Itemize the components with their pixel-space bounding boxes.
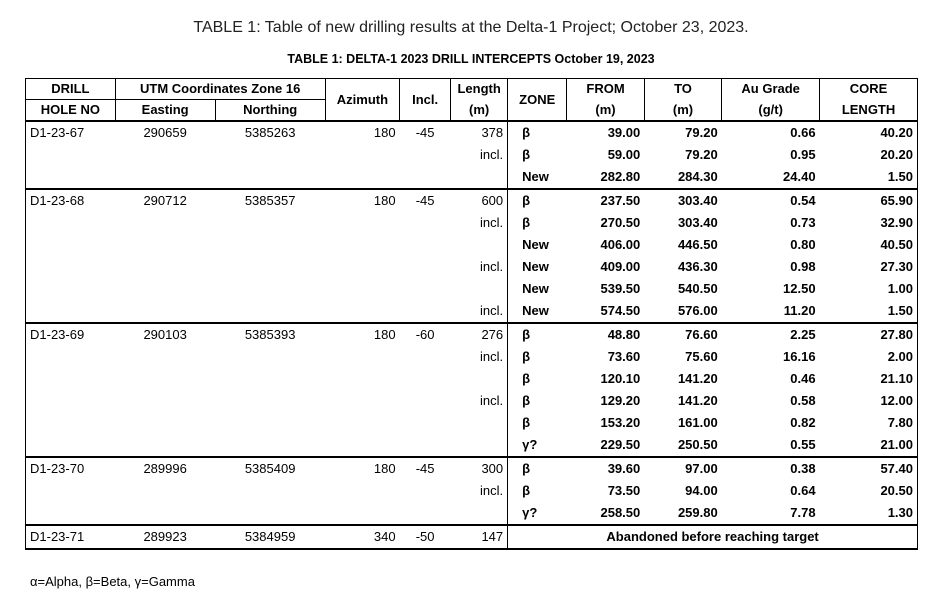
cell-length: incl. [451, 256, 508, 278]
cell-azimuth [325, 300, 399, 323]
cell-azimuth [325, 166, 399, 189]
cell-core: 7.80 [820, 412, 918, 434]
cell-northing: 5384959 [215, 525, 325, 549]
cell-northing [215, 256, 325, 278]
cell-zone: β [508, 144, 567, 166]
table-row [26, 412, 918, 434]
cell-zone: β [508, 390, 567, 412]
cell-from: 59.00 [607, 147, 641, 162]
cell-from: 406.00 [600, 237, 641, 252]
cell-to: 141.20 [677, 393, 718, 408]
cell-grade: 0.55 [722, 434, 820, 457]
header-easting: Easting [115, 100, 215, 122]
cell-azimuth: 180 [373, 193, 396, 208]
cell-grade: 2.25 [790, 327, 816, 342]
cell-easting [115, 502, 215, 525]
cell-grade: 0.66 [790, 125, 816, 140]
cell-zone: β [508, 457, 567, 480]
header-hole-no: HOLE NO [26, 100, 116, 122]
abandoned-note: Abandoned before reaching target [508, 525, 918, 549]
cell-grade: 0.95 [790, 147, 816, 162]
cell-easting [115, 434, 215, 457]
cell-from: 73.50 [607, 483, 641, 498]
table-caption: TABLE 1: Table of new drilling results at the Delta-1 Project; October 23, 2023. [193, 19, 749, 36]
cell-core: 20.20 [820, 144, 918, 166]
table-row [26, 390, 918, 412]
cell-to: 76.60 [685, 327, 718, 342]
cell-core: 40.50 [820, 234, 918, 256]
cell-to: 141.20 [677, 371, 718, 386]
header-to: TO [644, 79, 721, 100]
table-subtitle: TABLE 1: DELTA-1 2023 DRILL INTERCEPTS October 19, 2023 [287, 52, 655, 66]
cell-easting [115, 346, 215, 368]
cell-length: incl. [451, 212, 508, 234]
cell-length: 600 [451, 189, 508, 212]
table-row [26, 434, 918, 457]
cell-core: 12.00 [820, 390, 918, 412]
cell-azimuth: 180 [373, 125, 396, 140]
header-zone: ZONE [508, 79, 567, 122]
cell-from: 282.80 [567, 166, 644, 189]
cell-easting: 290712 [143, 193, 187, 208]
cell-length: 147 [451, 525, 508, 549]
cell-hole-no: D1-23-68 [26, 189, 116, 212]
cell-core: 20.50 [820, 480, 918, 502]
cell-from: 39.60 [607, 461, 641, 476]
cell-to: 259.80 [644, 502, 721, 525]
table-row [26, 300, 918, 323]
cell-easting: 289996 [143, 461, 187, 476]
cell-to: 284.30 [644, 166, 721, 189]
cell-northing [215, 390, 325, 412]
cell-grade: 7.78 [722, 502, 820, 525]
cell-zone: New [508, 300, 567, 323]
cell-incl: -50 [400, 525, 451, 549]
cell-from: 73.60 [607, 349, 641, 364]
header-core-unit: LENGTH [820, 100, 918, 122]
cell-azimuth: 180 [373, 461, 396, 476]
cell-grade: 0.98 [790, 259, 816, 274]
cell-length: incl. [451, 300, 508, 323]
cell-azimuth: 340 [325, 525, 399, 549]
cell-easting: 289923 [115, 525, 215, 549]
cell-hole-no [26, 502, 116, 525]
cell-incl: -45 [415, 461, 435, 476]
cell-core: 32.90 [820, 212, 918, 234]
cell-hole-no [26, 300, 116, 323]
cell-zone: β [508, 212, 567, 234]
header-drill-hole: DRILL [26, 79, 116, 100]
cell-incl [400, 480, 451, 502]
table-row [26, 121, 918, 144]
header-azimuth: Azimuth [325, 79, 399, 122]
cell-northing: 5385393 [244, 327, 296, 342]
cell-from: 574.50 [567, 300, 644, 323]
cell-incl [400, 256, 451, 278]
cell-length [451, 434, 508, 457]
table-row [26, 323, 918, 346]
cell-azimuth [325, 412, 399, 434]
cell-core: 21.00 [820, 434, 918, 457]
cell-grade: 0.73 [790, 215, 816, 230]
cell-to: 94.00 [685, 483, 718, 498]
cell-hole-no [26, 346, 116, 368]
cell-length: incl. [451, 346, 508, 368]
cell-length [451, 502, 508, 525]
cell-core: 2.00 [820, 346, 918, 368]
cell-core: 21.10 [820, 368, 918, 390]
cell-length: incl. [451, 480, 508, 502]
cell-northing: 5385357 [244, 193, 296, 208]
cell-azimuth [325, 434, 399, 457]
header-grade-unit: (g/t) [722, 100, 820, 122]
cell-easting [115, 212, 215, 234]
cell-to: 250.50 [644, 434, 721, 457]
cell-from: 539.50 [600, 281, 641, 296]
cell-length: 300 [451, 457, 508, 480]
cell-core: 27.80 [820, 323, 918, 346]
table-row [26, 368, 918, 390]
header-grade: Au Grade [722, 79, 820, 100]
cell-to: 79.20 [685, 125, 718, 140]
cell-northing: 5385263 [244, 125, 296, 140]
cell-core: 27.30 [820, 256, 918, 278]
cell-core: 57.40 [820, 457, 918, 480]
cell-length: incl. [451, 144, 508, 166]
cell-from: 229.50 [567, 434, 644, 457]
cell-incl [400, 412, 451, 434]
cell-from: 258.50 [567, 502, 644, 525]
table-row [26, 525, 918, 549]
cell-zone: New [508, 234, 567, 256]
cell-to: 446.50 [677, 237, 718, 252]
cell-from: 48.80 [607, 327, 641, 342]
cell-hole-no [26, 434, 116, 457]
cell-azimuth [325, 502, 399, 525]
cell-zone: New [508, 256, 567, 278]
cell-northing [215, 368, 325, 390]
cell-to: 161.00 [677, 415, 718, 430]
header-utm: UTM Coordinates Zone 16 [115, 79, 325, 100]
cell-hole-no [26, 390, 116, 412]
cell-azimuth [325, 346, 399, 368]
table-body [26, 121, 918, 549]
cell-zone: β [508, 323, 567, 346]
cell-to: 436.30 [677, 259, 718, 274]
cell-easting [115, 166, 215, 189]
cell-grade: 16.16 [783, 349, 816, 364]
cell-to: 79.20 [685, 147, 718, 162]
cell-incl [400, 346, 451, 368]
cell-grade: 0.80 [790, 237, 816, 252]
table-row [26, 256, 918, 278]
cell-incl [400, 166, 451, 189]
cell-easting [115, 390, 215, 412]
cell-zone: β [508, 412, 567, 434]
cell-length [451, 368, 508, 390]
table-row [26, 234, 918, 256]
header-from-unit: (m) [567, 100, 644, 122]
cell-azimuth [325, 144, 399, 166]
cell-hole-no [26, 368, 116, 390]
footnote: α=Alpha, β=Beta, γ=Gamma [30, 574, 195, 589]
cell-zone: β [508, 368, 567, 390]
cell-incl [400, 390, 451, 412]
cell-incl: -45 [415, 193, 435, 208]
table-row [26, 457, 918, 480]
cell-hole-no [26, 412, 116, 434]
drill-results-table [25, 78, 918, 550]
cell-to: 97.00 [685, 461, 718, 476]
cell-hole-no [26, 480, 116, 502]
cell-northing [215, 234, 325, 256]
cell-hole-no [26, 212, 116, 234]
header-length-unit: (m) [451, 100, 508, 122]
cell-from: 153.20 [600, 415, 641, 430]
cell-incl [400, 144, 451, 166]
cell-to: 75.60 [685, 349, 718, 364]
cell-northing [215, 502, 325, 525]
table-row [26, 212, 918, 234]
cell-easting: 290103 [143, 327, 187, 342]
cell-easting [115, 256, 215, 278]
header-incl: Incl. [400, 79, 451, 122]
cell-core: 1.50 [820, 166, 918, 189]
cell-azimuth [325, 368, 399, 390]
cell-northing [215, 300, 325, 323]
cell-northing [215, 278, 325, 300]
table-row [26, 502, 918, 525]
cell-zone: β [508, 480, 567, 502]
cell-to: 303.40 [677, 215, 718, 230]
cell-grade: 0.64 [790, 483, 816, 498]
cell-azimuth [325, 212, 399, 234]
cell-hole-no: D1-23-67 [26, 121, 116, 144]
table-row [26, 166, 918, 189]
cell-grade: 12.50 [783, 281, 816, 296]
cell-length [451, 166, 508, 189]
header-core: CORE [820, 79, 918, 100]
cell-length [451, 412, 508, 434]
cell-core: 40.20 [820, 121, 918, 144]
cell-grade: 0.38 [790, 461, 816, 476]
cell-from: 120.10 [600, 371, 641, 386]
cell-azimuth: 180 [373, 327, 396, 342]
cell-grade: 0.54 [790, 193, 816, 208]
cell-length: 276 [451, 323, 508, 346]
cell-grade: 11.20 [722, 300, 820, 323]
header-length: Length [451, 79, 508, 100]
cell-northing [215, 144, 325, 166]
cell-hole-no [26, 144, 116, 166]
table-row [26, 278, 918, 300]
cell-core: 65.90 [820, 189, 918, 212]
cell-length [451, 278, 508, 300]
cell-from: 270.50 [600, 215, 641, 230]
cell-northing [215, 166, 325, 189]
cell-incl [400, 368, 451, 390]
cell-azimuth [325, 480, 399, 502]
table-row [26, 480, 918, 502]
cell-zone: New [508, 278, 567, 300]
cell-zone: β [508, 346, 567, 368]
cell-zone: γ? [508, 434, 567, 457]
cell-zone: β [508, 121, 567, 144]
cell-azimuth [325, 234, 399, 256]
cell-northing: 5385409 [244, 461, 296, 476]
table-row [26, 144, 918, 166]
cell-hole-no [26, 166, 116, 189]
cell-northing [215, 412, 325, 434]
cell-length [451, 234, 508, 256]
cell-hole-no: D1-23-69 [26, 323, 116, 346]
cell-incl: -60 [415, 327, 435, 342]
cell-hole-no: D1-23-71 [26, 525, 116, 549]
cell-hole-no [26, 278, 116, 300]
cell-from: 409.00 [600, 259, 641, 274]
cell-hole-no [26, 234, 116, 256]
cell-core: 1.00 [820, 278, 918, 300]
cell-zone: β [508, 189, 567, 212]
cell-easting: 290659 [143, 125, 187, 140]
cell-easting [115, 368, 215, 390]
cell-hole-no [26, 256, 116, 278]
cell-azimuth [325, 278, 399, 300]
cell-from: 129.20 [600, 393, 641, 408]
cell-incl: -45 [415, 125, 435, 140]
cell-incl [400, 300, 451, 323]
cell-from: 237.50 [600, 193, 641, 208]
cell-incl [400, 212, 451, 234]
cell-grade: 0.82 [790, 415, 816, 430]
table-row [26, 346, 918, 368]
cell-core: 1.30 [820, 502, 918, 525]
cell-easting [115, 234, 215, 256]
cell-northing [215, 212, 325, 234]
cell-incl [400, 234, 451, 256]
cell-to: 576.00 [644, 300, 721, 323]
cell-easting [115, 412, 215, 434]
cell-to: 540.50 [677, 281, 718, 296]
cell-easting [115, 480, 215, 502]
cell-incl [400, 502, 451, 525]
cell-easting [115, 144, 215, 166]
cell-grade: 0.46 [790, 371, 816, 386]
cell-hole-no: D1-23-70 [26, 457, 116, 480]
cell-incl [400, 434, 451, 457]
cell-from: 39.00 [607, 125, 641, 140]
cell-length: incl. [451, 390, 508, 412]
cell-northing [215, 346, 325, 368]
cell-grade: 0.58 [790, 393, 816, 408]
cell-azimuth [325, 256, 399, 278]
header-to-unit: (m) [644, 100, 721, 122]
cell-to: 303.40 [677, 193, 718, 208]
cell-northing [215, 480, 325, 502]
cell-zone: New [508, 166, 567, 189]
table-row [26, 189, 918, 212]
cell-northing [215, 434, 325, 457]
header-from: FROM [567, 79, 644, 100]
cell-incl [400, 278, 451, 300]
cell-azimuth [325, 390, 399, 412]
cell-zone: γ? [508, 502, 567, 525]
cell-grade: 24.40 [722, 166, 820, 189]
cell-core: 1.50 [820, 300, 918, 323]
cell-length: 378 [451, 121, 508, 144]
cell-easting [115, 278, 215, 300]
cell-easting [115, 300, 215, 323]
header-northing: Northing [215, 100, 325, 122]
